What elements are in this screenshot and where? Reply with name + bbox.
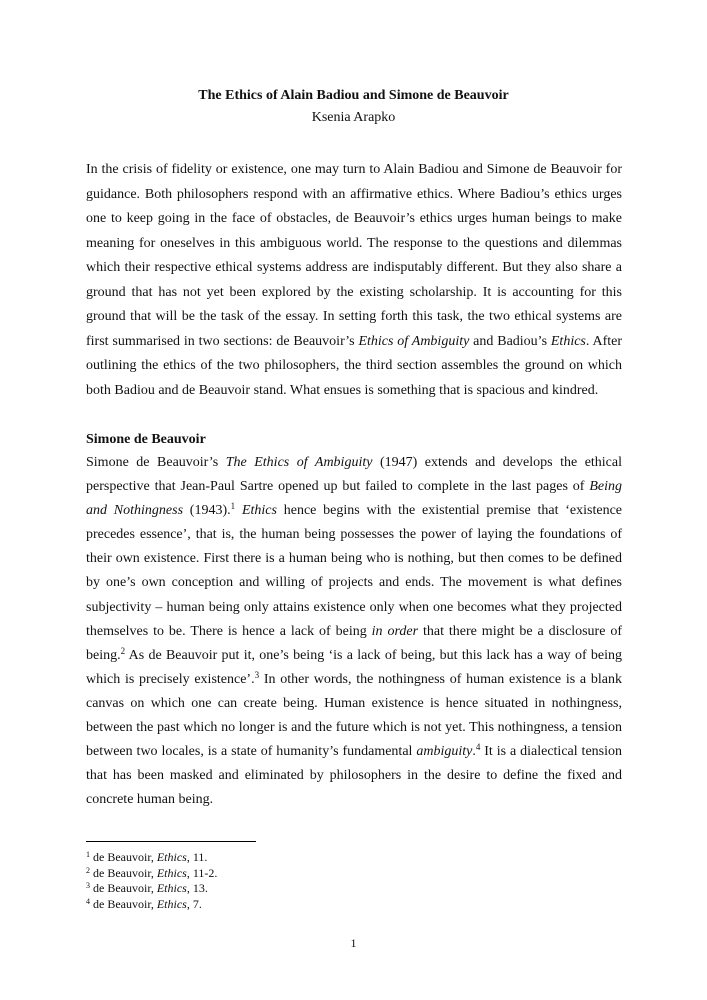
footnote-page: , 7.	[186, 896, 202, 911]
section-text: hence begins with the existential premise that ‘existence precedes essence’, that is, the human being possesses the power of laying the foundations of their own existence. First there is a human being who is nothing, but then comes to be defined by one’s own conception and willing of projects and ends. The movement is what defines subjectivity – human being only attains existence only when one becomes what they projected themselves to be. There is hence a lack of being	[86, 503, 623, 639]
section-text: Simone de Beauvoir’s	[86, 455, 226, 470]
section-paragraph	[86, 451, 622, 812]
document-title: The Ethics of Alain Badiou and Simone de Beauvoir	[198, 88, 509, 103]
section-text: (1947) extends and develops the ethical perspective that Jean-Paul Sartre opened up but failed to complete in the last pages of	[86, 455, 622, 495]
section-text: (1943).	[183, 503, 231, 519]
intro-italic-title: Ethics	[550, 333, 586, 349]
intro-text: In the crisis of fidelity or existence, one may turn to Alain Badiou and Simone de Beauvoir for guidance. Both philosophers respond with an affirmative ethics. Where Badiou’s ethics urges one to keep going in the face of obstacles, de Beauvoir’s ethics urges human beings to make meaning for oneselves in this ambiguous world. The response to the questions and dilemmas which their respective ethical systems address are indisputably different. But they also share a ground that has not yet been explored by the existing scholarship. It is accounting for this ground that will be the task of the essay. In setting forth this task, the two ethical systems are first summarised in two sections: de Beauvoir’s	[86, 162, 622, 349]
footnote-item	[86, 881, 217, 897]
footnote-work: Ethics	[156, 865, 187, 880]
section-italic: Ethics	[241, 503, 277, 519]
footnote-divider	[86, 841, 256, 842]
footnote-work: Ethics	[156, 896, 187, 911]
footnote-ref: 2	[120, 645, 126, 656]
section-text	[235, 503, 242, 518]
footnote-work: Ethics	[156, 881, 187, 895]
section-text: In other words, the nothingness of human existence is a blank canvas on which one can create being. Human existence is hence situated in nothingness, between the past which no longer is and the future which is not yet. This nothingness, a tension between two locales, is a state of humanity’s fundamental	[86, 671, 623, 760]
section-text: .	[472, 744, 476, 760]
footnote-page: , 11.	[186, 850, 208, 864]
footnote-item	[86, 897, 217, 913]
intro-text: and Badiou’s	[469, 333, 551, 349]
footnote-ref: 4	[475, 742, 481, 753]
footnote-author: de Beauvoir,	[93, 865, 157, 880]
section-italic: The Ethics of Ambiguity	[225, 455, 373, 470]
section-italic: ambiguity	[416, 744, 473, 760]
section-italic: in order	[371, 623, 419, 639]
footnote-number: 1	[86, 850, 90, 859]
footnote-page: , 11-2.	[186, 865, 218, 880]
footnote-number: 3	[86, 881, 90, 890]
footnote-item	[86, 866, 217, 882]
author-name: Ksenia Arapko	[311, 110, 396, 125]
section-text: As de Beauvoir put it, one’s being ‘is a lack of being, but this lack has a way of being which is precisely existence’.	[86, 647, 622, 687]
footnote-page: , 13.	[186, 881, 208, 895]
footnote-ref: 3	[254, 669, 260, 680]
footnote-item	[86, 850, 217, 866]
intro-text: . After outlining the ethics of the two philosophers, the third section assembles the ground on which both Badiou and de Beauvoir stand. What ensues is something that is spacious and kindred.	[86, 333, 622, 398]
footnotes	[86, 850, 217, 912]
page-number: 1	[350, 936, 357, 950]
footnote-author: de Beauvoir,	[93, 850, 157, 864]
section-italic: Being and Nothingness	[86, 479, 622, 519]
footnote-ref: 1	[230, 501, 236, 512]
section-text: It is a dialectical tension that has been masked and eliminated by philosophers in the desire to define the fixed and concrete human being.	[86, 744, 622, 808]
footnote-number: 4	[86, 896, 90, 906]
intro-paragraph	[86, 158, 622, 403]
footnote-number: 2	[86, 865, 90, 875]
footnote-author: de Beauvoir,	[93, 896, 157, 911]
footnote-work: Ethics	[156, 850, 187, 864]
section-text: that there might be a disclosure of being.	[86, 623, 623, 663]
section-heading: Simone de Beauvoir	[86, 432, 206, 447]
footnote-author: de Beauvoir,	[93, 881, 157, 895]
intro-italic-title: Ethics of Ambiguity	[358, 333, 470, 349]
